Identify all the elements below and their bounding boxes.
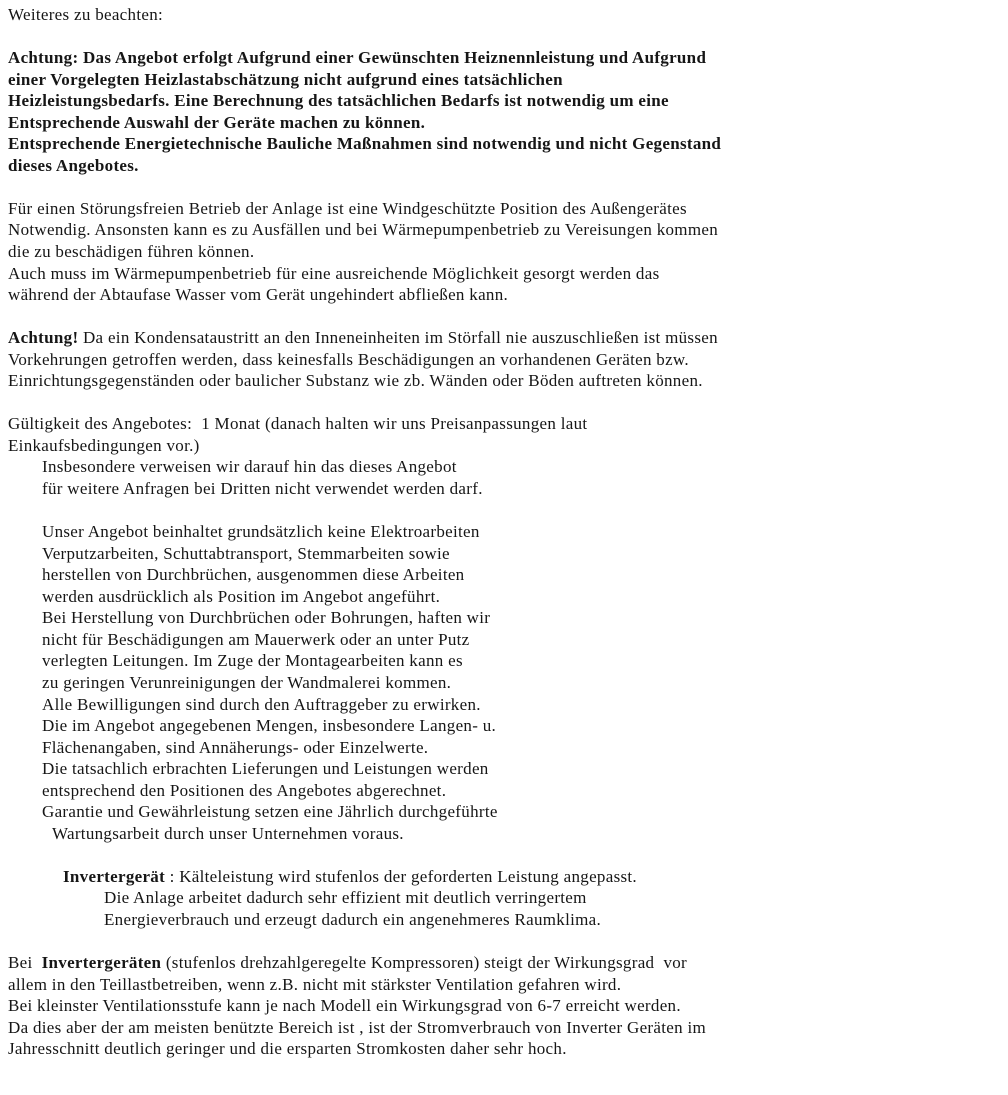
text-line — [8, 69, 1008, 91]
text-line — [8, 413, 1008, 435]
blank-line — [8, 931, 1008, 953]
blank-line — [8, 392, 1008, 414]
text-run: Da ein Kondensataustritt an den Inneneinheiten im Störfall nie auszuschließen ist müssen — [78, 328, 718, 348]
bold-text-run: Achtung! — [8, 328, 79, 348]
text-line — [8, 349, 1008, 371]
text-line — [8, 887, 1008, 909]
text-run: Weiteres zu beachten: — [8, 5, 164, 24]
bold-text-run: Entsprechende Auswahl der Geräte machen zu können. — [8, 112, 426, 132]
text-run: nicht für Beschädigungen am Mauerwerk oder an unter Putz — [42, 629, 470, 649]
text-run: Die Anlage arbeitet dadurch sehr effizient mit deutlich verringertem — [104, 888, 587, 908]
text-line — [8, 155, 1008, 177]
text-line — [8, 801, 1008, 823]
text-line — [8, 823, 1008, 845]
text-line — [8, 370, 1008, 392]
text-line — [8, 90, 1008, 112]
text-run: Energieverbrauch und erzeugt dadurch ein angenehmeres Raumklima. — [104, 909, 602, 929]
text-run: die zu beschädigen führen können. — [8, 242, 255, 262]
text-run: während der Abtaufase Wasser vom Gerät ungehindert abfließen kann. — [8, 285, 509, 305]
text-line — [8, 198, 1008, 220]
text-run: : Kälteleistung wird stufenlos der geforderten Leistung angepasst. — [165, 866, 637, 886]
text-line — [8, 47, 1008, 69]
text-line — [8, 650, 1008, 672]
text-run: Flächenangaben, sind Annäherungs- oder Einzelwerte. — [42, 737, 429, 757]
text-line — [8, 327, 1008, 349]
text-line — [8, 952, 1008, 974]
text-line — [8, 866, 1008, 888]
text-run: Garantie und Gewährleistung setzen eine Jährlich durchgeführte — [42, 802, 498, 822]
blank-line — [8, 306, 1008, 328]
text-run: Alle Bewilligungen sind durch den Auftraggeber zu erwirken. — [42, 694, 481, 714]
blank-line — [8, 844, 1008, 866]
text-run: entsprechend den Positionen des Angebotes abgerechnet. — [42, 780, 447, 800]
text-run: Bei Herstellung von Durchbrüchen oder Bohrungen, haften wir — [42, 608, 491, 628]
text-run: Notwendig. Ansonsten kann es zu Ausfällen und bei Wärmepumpenbetrieb zu Vereisungen kommen — [8, 220, 718, 240]
bold-text-run: Invertergeräten — [41, 953, 162, 973]
text-line — [8, 995, 1008, 1017]
text-line — [8, 694, 1008, 716]
text-line — [8, 133, 1008, 155]
text-run: Auch muss im Wärmepumpenbetrieb für eine ausreichende Möglichkeit gesorgt werden das — [8, 263, 660, 283]
text-run: Da dies aber der am meisten benützte Bereich ist , ist der Stromverbrauch von Inverter Geräten im — [8, 1017, 706, 1037]
text-line — [8, 737, 1008, 759]
text-run: Verputzarbeiten, Schuttabtransport, Stemmarbeiten sowie — [42, 543, 450, 563]
text-run: Einrichtungsgegenständen oder baulicher Substanz wie zb. Wänden oder Böden auftreten können. — [8, 371, 703, 391]
text-run: Gültigkeit des Angebotes: 1 Monat (danach halten wir uns Preisanpassungen laut — [8, 414, 588, 434]
bold-text-run: Heizleistungsbedarfs. Eine Berechnung des tatsächlichen Bedarfs ist notwendig um eine — [8, 91, 669, 111]
text-line — [8, 909, 1008, 931]
bold-text-run: Achtung: Das Angebot erfolgt Aufgrund einer Gewünschten Heiznennleistung und Aufgrund — [8, 48, 707, 68]
text-line — [8, 543, 1008, 565]
bold-text-run: dieses Angebotes. — [8, 155, 139, 175]
text-run: für weitere Anfragen bei Dritten nicht verwendet werden darf. — [42, 479, 483, 499]
text-run: Die tatsachlich erbrachten Lieferungen und Leistungen werden — [42, 759, 489, 779]
text-line — [8, 521, 1008, 543]
text-line — [8, 241, 1008, 263]
text-line — [8, 263, 1008, 285]
bold-text-run: Entsprechende Energietechnische Bauliche Maßnahmen sind notwendig und nicht Gegenstand — [8, 134, 722, 154]
text-run: Für einen Störungsfreien Betrieb der Anlage ist eine Windgeschützte Position des Außengerätes — [8, 198, 687, 218]
text-line — [8, 219, 1008, 241]
text-run: Die im Angebot angegebenen Mengen, insbesondere Langen- u. — [42, 716, 497, 736]
text-line — [8, 629, 1008, 651]
text-line — [8, 1038, 1008, 1060]
text-run: Wartungsarbeit durch unser Unternehmen voraus. — [52, 823, 404, 843]
text-line — [8, 1017, 1008, 1039]
text-line — [8, 974, 1008, 996]
text-line — [8, 672, 1008, 694]
bold-text-run: einer Vorgelegten Heizlastabschätzung nicht aufgrund eines tatsächlichen — [8, 69, 563, 89]
text-line — [8, 4, 1008, 26]
text-run: Unser Angebot beinhaltet grundsätzlich keine Elektroarbeiten — [42, 522, 480, 542]
text-run: zu geringen Verunreinigungen der Wandmalerei kommen. — [42, 672, 452, 692]
text-run: herstellen von Durchbrüchen, ausgenommen diese Arbeiten — [42, 565, 465, 585]
text-run: Insbesondere verweisen wir darauf hin das dieses Angebot — [42, 457, 457, 477]
text-run: werden ausdrücklich als Position im Angebot angeführt. — [42, 586, 441, 606]
text-line — [8, 478, 1008, 500]
text-line — [8, 607, 1008, 629]
text-line — [8, 112, 1008, 134]
text-line — [8, 715, 1008, 737]
text-line — [8, 284, 1008, 306]
text-line — [8, 780, 1008, 802]
text-run: Bei — [8, 953, 42, 973]
text-run: Einkaufsbedingungen vor.) — [8, 435, 200, 455]
bold-text-run: Invertergerät — [63, 866, 166, 886]
blank-line — [8, 500, 1008, 522]
text-run: Jahresschnitt deutlich geringer und die ersparten Stromkosten daher sehr hoch. — [8, 1039, 567, 1059]
blank-line — [8, 176, 1008, 198]
blank-line — [8, 26, 1008, 48]
text-line — [8, 586, 1008, 608]
text-line — [8, 456, 1008, 478]
text-run: allem in den Teillastbetreiben, wenn z.B. nicht mit stärkster Ventilation gefahren wird. — [8, 974, 622, 994]
text-line — [8, 435, 1008, 457]
text-line — [8, 564, 1008, 586]
text-run: Vorkehrungen getroffen werden, dass keinesfalls Beschädigungen an vorhandenen Geräten bzw. — [8, 349, 689, 369]
text-run: verlegten Leitungen. Im Zuge der Montagearbeiten kann es — [42, 651, 463, 671]
text-line — [8, 758, 1008, 780]
text-run: Bei kleinster Ventilationsstufe kann je nach Modell ein Wirkungsgrad von 6-7 erreicht werden. — [8, 996, 681, 1016]
text-run: (stufenlos drehzahlgeregelte Kompressoren) steigt der Wirkungsgrad vor — [161, 953, 688, 973]
